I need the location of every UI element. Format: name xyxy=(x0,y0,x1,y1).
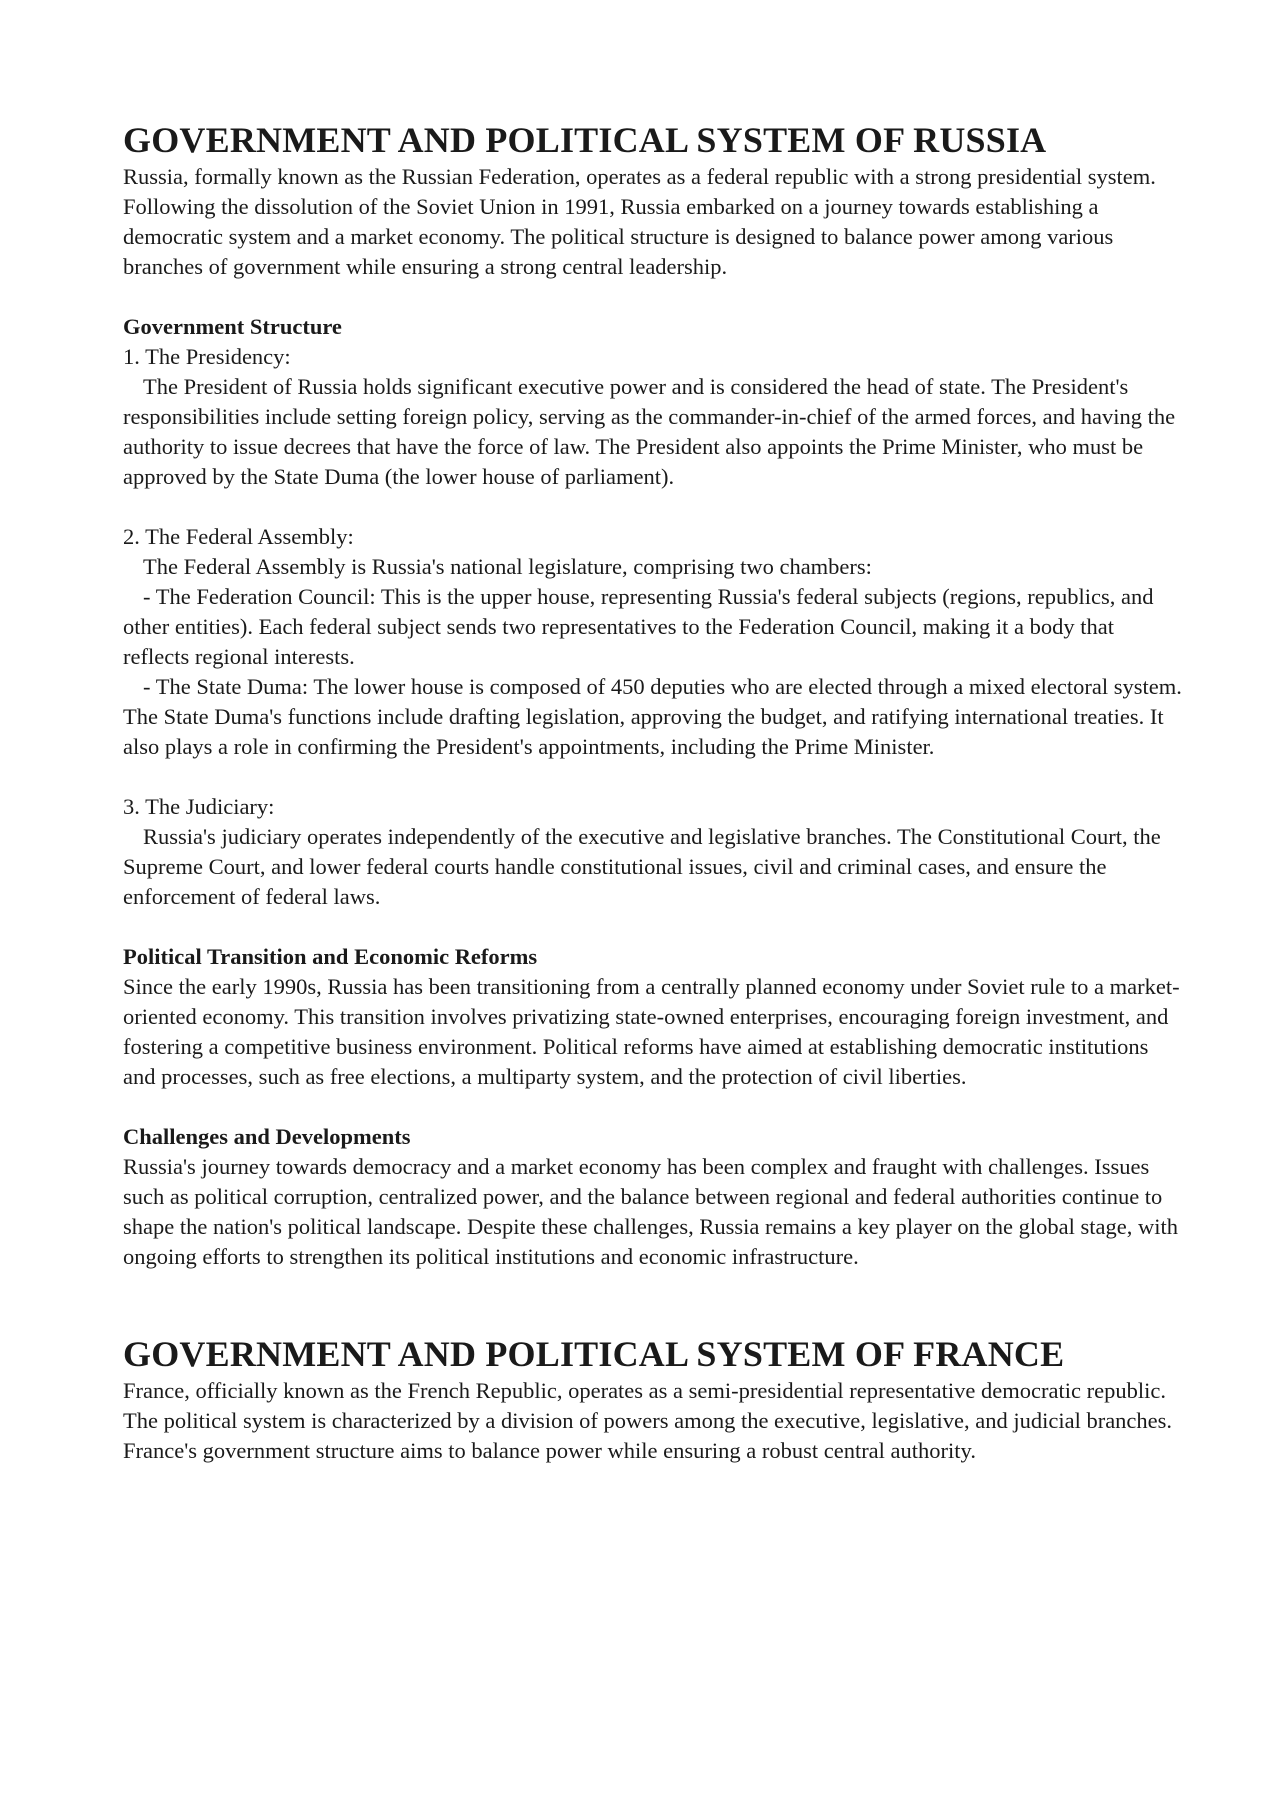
heading-challenges: Challenges and Developments xyxy=(123,1124,411,1149)
heading-france: GOVERNMENT AND POLITICAL SYSTEM OF FRANCE xyxy=(123,1334,1065,1374)
spacer xyxy=(123,762,1183,792)
france-intro: France, officially known as the French Republic, operates as a semi-presidential representative democratic republic. The political system is characterized by a division of powers among the executive, legislative, and judicial branches. France's government structure aims to balance power while ensuring a robust central authority. xyxy=(123,1378,1173,1463)
heading-political-transition: Political Transition and Economic Reforms xyxy=(123,944,538,969)
spacer xyxy=(123,282,1183,312)
presidency-title: 1. The Presidency: xyxy=(123,344,291,369)
challenges-text: Russia's journey towards democracy and a market economy has been complex and fraught with challenges. Issues such as political corruption, centralized power, and the balance between regional and federal authorities continue to shape the nation's political landscape. Despite these challenges, Russia remains a key player on the global stage, with ongoing efforts to strengthen its political institutions and economic infrastructure. xyxy=(123,1154,1178,1269)
assembly-title: 2. The Federal Assembly: xyxy=(123,524,354,549)
assembly-intro: The Federal Assembly is Russia's national legislature, comprising two chambers: xyxy=(143,554,872,579)
spacer xyxy=(123,1272,1183,1332)
presidency-text: The President of Russia holds significant executive power and is considered the head of state. The President's responsibilities include setting foreign policy, serving as the commander-in-chief of the armed forces, and having the authority to issue decrees that have the force of law. The President also appoints the Prime Minister, who must be approved by the State Duma (the lower house of parliament). xyxy=(123,374,1176,489)
judiciary-title: 3. The Judiciary: xyxy=(123,794,275,819)
document-page xyxy=(123,118,1183,1466)
state-duma-text: - The State Duma: The lower house is composed of 450 deputies who are elected through a mixed electoral system. The State Duma's functions include drafting legislation, approving the budget, and ratifying international treaties. It also plays a role in confirming the President's appointments, including the Prime Minister. xyxy=(123,674,1182,759)
heading-government-structure: Government Structure xyxy=(123,314,342,339)
spacer xyxy=(123,492,1183,522)
transition-text: Since the early 1990s, Russia has been transitioning from a centrally planned economy under Soviet rule to a market-oriented economy. This transition involves privatizing state-owned enterprises, encouraging foreign investment, and fostering a competitive business environment. Political reforms have aimed at establishing democratic institutions and processes, such as free elections, a multiparty system, and the protection of civil liberties. xyxy=(123,974,1180,1089)
spacer xyxy=(123,1092,1183,1122)
judiciary-text: Russia's judiciary operates independently of the executive and legislative branches. The Constitutional Court, the Supreme Court, and lower federal courts handle constitutional issues, civil and criminal cases, and ensure the enforcement of federal laws. xyxy=(123,824,1161,909)
federation-council-text: - The Federation Council: This is the upper house, representing Russia's federal subjects (regions, republics, and other entities). Each federal subject sends two representatives to the Federation Council, making it a body that reflects regional interests. xyxy=(123,584,1154,669)
spacer xyxy=(123,912,1183,942)
russia-intro: Russia, formally known as the Russian Federation, operates as a federal republic with a strong presidential system. Following the dissolution of the Soviet Union in 1991, Russia embarked on a journey towards establishing a democratic system and a market economy. The political structure is designed to balance power among various branches of government while ensuring a strong central leadership. xyxy=(123,164,1156,279)
heading-russia: GOVERNMENT AND POLITICAL SYSTEM OF RUSSIA xyxy=(123,120,1047,160)
